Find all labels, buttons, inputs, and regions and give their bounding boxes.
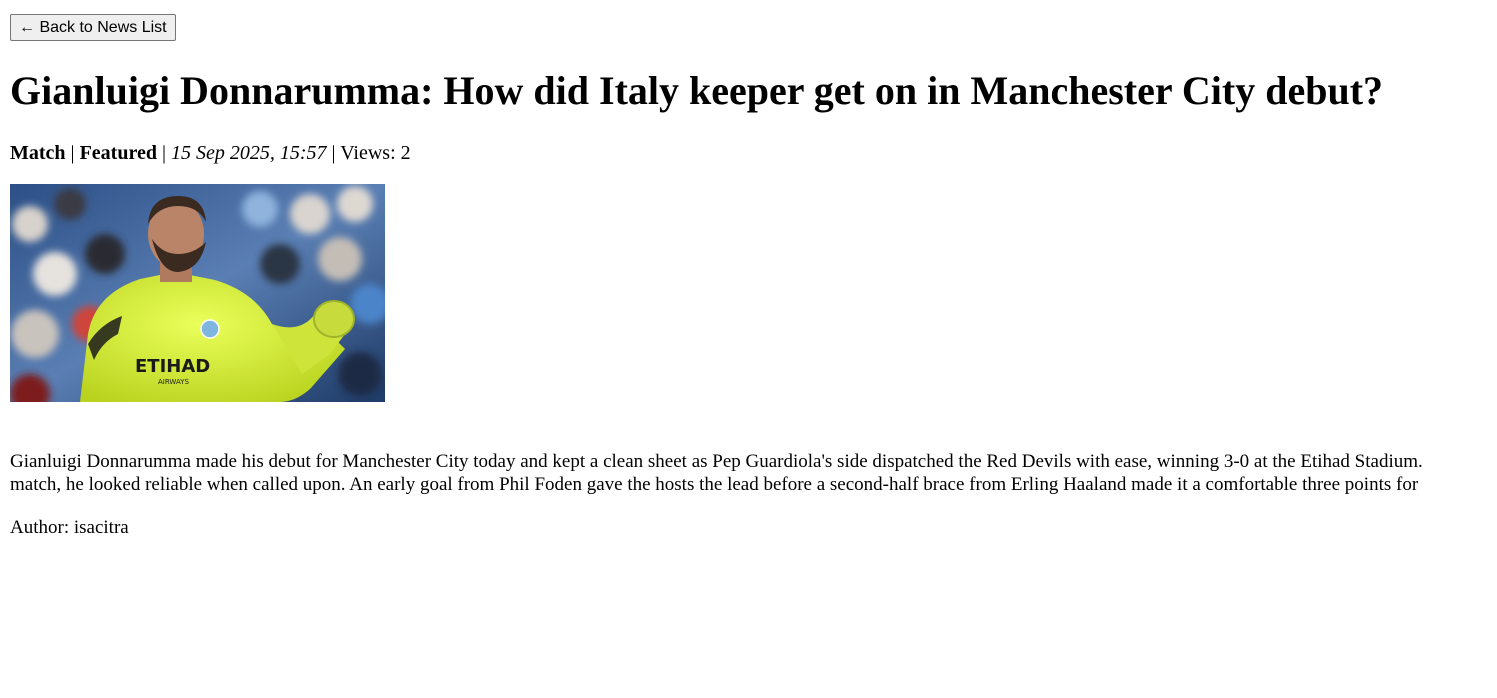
meta-separator: |: [70, 142, 75, 164]
article-title: Gianluigi Donnarumma: How did Italy keeper get on in Manchester City debut?: [10, 68, 1384, 113]
meta-separator: |: [331, 142, 336, 164]
article-meta: [10, 141, 411, 165]
kit-sponsor-subtext: AIRWAYS: [158, 378, 189, 386]
publish-date: 15 Sep 2025, 15:57: [170, 142, 327, 164]
meta-separator: |: [161, 142, 166, 164]
article-body-line: match, he looked reliable when called upon. An early goal from Phil Foden gave the hosts the lead before a second-half brace from Erling Haaland made it a comfortable three points for: [10, 474, 1419, 495]
article-hero-image: [10, 184, 385, 402]
featured-badge: Featured: [79, 142, 157, 164]
article-author: Author: isacitra: [10, 517, 129, 538]
club-crest: [201, 320, 219, 338]
kit-sponsor-text: ETIHAD: [135, 356, 211, 377]
views-count: Views: 2: [340, 142, 411, 164]
article-body: [10, 450, 1497, 496]
article-body-line: Gianluigi Donnarumma made his debut for Manchester City today and kept a clean sheet as Pep Guardiola's side dispatched the Red Devils with ease, winning 3-0 at the Etihad Stadium.: [10, 451, 1423, 472]
back-to-news-list-button[interactable]: ← Back to News List: [10, 14, 176, 41]
glove: [314, 301, 354, 337]
category-label: Match: [10, 142, 66, 164]
